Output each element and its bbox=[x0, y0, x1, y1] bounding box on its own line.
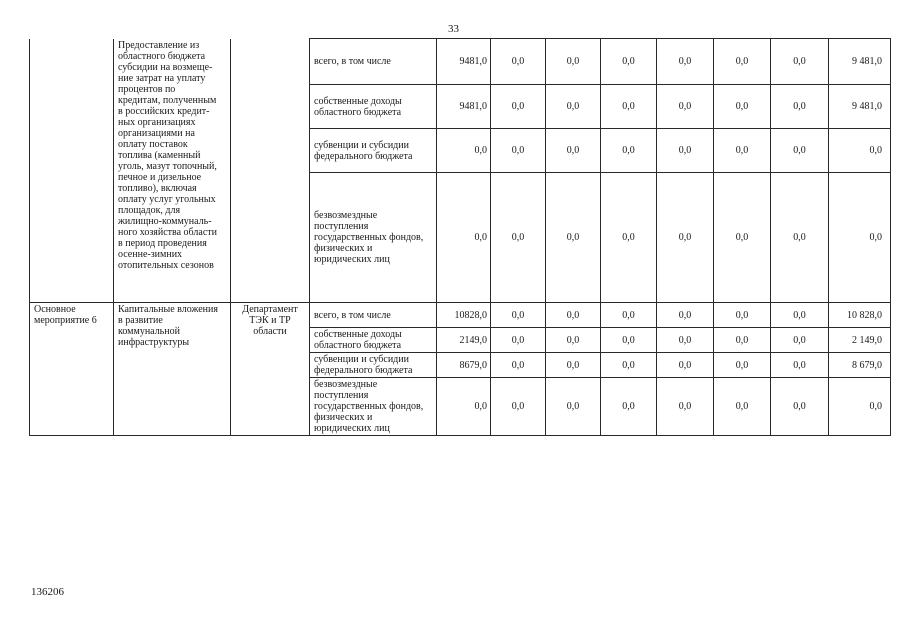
value-cell: 0,0 bbox=[714, 303, 771, 328]
value-cell: 0,0 bbox=[771, 129, 829, 173]
total-value-cell: 9 481,0 bbox=[829, 85, 891, 129]
funding-source-label: собственные доходы областного бюджета bbox=[314, 329, 402, 351]
value-cell: 0,0 bbox=[714, 378, 771, 436]
measure-name-cell bbox=[30, 303, 114, 436]
value-cell: 0,0 bbox=[546, 39, 601, 85]
funding-source-cell bbox=[310, 353, 437, 378]
document-code: 136206 bbox=[31, 586, 64, 598]
value-cell: 0,0 bbox=[437, 173, 491, 303]
value-cell: 0,0 bbox=[714, 173, 771, 303]
value-cell: 0,0 bbox=[601, 85, 657, 129]
value-cell: 0,0 bbox=[491, 303, 546, 328]
value-cell: 0,0 bbox=[714, 353, 771, 378]
funding-source-cell bbox=[310, 173, 437, 303]
value-cell: 8679,0 bbox=[437, 353, 491, 378]
value-cell: 0,0 bbox=[657, 85, 714, 129]
total-value-cell: 10 828,0 bbox=[829, 303, 891, 328]
measure-description-cell bbox=[114, 39, 231, 303]
funding-source-label: безвозмездные поступления государственных фондов, физических и юридических лиц bbox=[314, 210, 424, 265]
measure-name-cell bbox=[30, 39, 114, 303]
total-value-cell: 0,0 bbox=[829, 129, 891, 173]
value-cell: 0,0 bbox=[491, 378, 546, 436]
funding-source-cell bbox=[310, 378, 437, 436]
measure-description-cell-text: Капитальные вложения в развитие коммунальной инфраструктуры bbox=[118, 304, 218, 348]
value-cell: 0,0 bbox=[491, 39, 546, 85]
funding-source-cell bbox=[310, 39, 437, 85]
budget-table bbox=[29, 38, 891, 436]
value-cell: 0,0 bbox=[546, 378, 601, 436]
value-cell: 0,0 bbox=[546, 353, 601, 378]
funding-source-label: всего, в том числе bbox=[314, 56, 391, 67]
value-cell: 0,0 bbox=[546, 173, 601, 303]
value-cell: 9481,0 bbox=[437, 39, 491, 85]
value-cell: 0,0 bbox=[714, 328, 771, 353]
funding-source-label: субвенции и субсидии федерального бюджета bbox=[314, 139, 413, 162]
value-cell: 0,0 bbox=[437, 378, 491, 436]
value-cell: 9481,0 bbox=[437, 85, 491, 129]
value-cell: 0,0 bbox=[657, 303, 714, 328]
value-cell: 0,0 bbox=[714, 39, 771, 85]
value-cell: 0,0 bbox=[771, 328, 829, 353]
value-cell: 0,0 bbox=[491, 173, 546, 303]
table-row bbox=[30, 39, 891, 85]
value-cell: 0,0 bbox=[546, 129, 601, 173]
value-cell: 0,0 bbox=[657, 39, 714, 85]
executor-cell-text: Департамент ТЭК и ТР области bbox=[242, 304, 298, 337]
value-cell: 0,0 bbox=[601, 129, 657, 173]
total-value-cell: 2 149,0 bbox=[829, 328, 891, 353]
funding-source-cell bbox=[310, 328, 437, 353]
value-cell: 0,0 bbox=[714, 85, 771, 129]
value-cell: 0,0 bbox=[771, 353, 829, 378]
funding-source-label: субвенции и субсидии федерального бюджета bbox=[314, 354, 413, 376]
value-cell: 0,0 bbox=[771, 173, 829, 303]
funding-source-cell bbox=[310, 303, 437, 328]
value-cell: 0,0 bbox=[771, 303, 829, 328]
value-cell: 0,0 bbox=[657, 353, 714, 378]
measure-description-cell-text: Предоставление из областного бюджета субсидии на возмеще- ние затрат на уплату процентов по кредитам, полученным в российских кредит- ных организациях организациями на оплату поставок топлива (каменный уголь, мазут топочный, печное и дизельное топливо), включая оплату услуг угольных площадок, для жилищно-коммуналь- ного хозяйства области в период проведения осенне-зимних отопительных сезонов bbox=[118, 39, 217, 271]
value-cell: 0,0 bbox=[657, 129, 714, 173]
value-cell: 0,0 bbox=[771, 85, 829, 129]
measure-description-cell bbox=[114, 303, 231, 436]
value-cell: 0,0 bbox=[601, 173, 657, 303]
total-value-cell: 8 679,0 bbox=[829, 353, 891, 378]
value-cell: 0,0 bbox=[771, 39, 829, 85]
value-cell: 0,0 bbox=[491, 353, 546, 378]
funding-source-label: безвозмездные поступления государственных фондов, физических и юридических лиц bbox=[314, 379, 424, 434]
value-cell: 10828,0 bbox=[437, 303, 491, 328]
value-cell: 0,0 bbox=[657, 378, 714, 436]
value-cell: 0,0 bbox=[771, 378, 829, 436]
table-row bbox=[30, 303, 891, 328]
value-cell: 0,0 bbox=[491, 129, 546, 173]
value-cell: 0,0 bbox=[714, 129, 771, 173]
page-number: 33 bbox=[448, 23, 459, 35]
funding-source-cell bbox=[310, 129, 437, 173]
total-value-cell: 9 481,0 bbox=[829, 39, 891, 85]
value-cell: 0,0 bbox=[437, 129, 491, 173]
value-cell: 0,0 bbox=[491, 328, 546, 353]
budget-table-wrap bbox=[29, 38, 891, 436]
value-cell: 0,0 bbox=[601, 39, 657, 85]
value-cell: 0,0 bbox=[546, 328, 601, 353]
value-cell: 0,0 bbox=[546, 303, 601, 328]
value-cell: 0,0 bbox=[657, 328, 714, 353]
value-cell: 0,0 bbox=[601, 303, 657, 328]
executor-cell bbox=[231, 39, 310, 303]
value-cell: 0,0 bbox=[601, 328, 657, 353]
budget-table-body bbox=[30, 39, 891, 436]
value-cell: 0,0 bbox=[657, 173, 714, 303]
value-cell: 2149,0 bbox=[437, 328, 491, 353]
funding-source-label: всего, в том числе bbox=[314, 309, 391, 321]
total-value-cell: 0,0 bbox=[829, 378, 891, 436]
value-cell: 0,0 bbox=[601, 378, 657, 436]
funding-source-label: собственные доходы областного бюджета bbox=[314, 95, 402, 118]
value-cell: 0,0 bbox=[491, 85, 546, 129]
total-value-cell: 0,0 bbox=[829, 173, 891, 303]
value-cell: 0,0 bbox=[546, 85, 601, 129]
measure-name-cell-text: Основное мероприятие 6 bbox=[34, 304, 97, 326]
value-cell: 0,0 bbox=[601, 353, 657, 378]
funding-source-cell bbox=[310, 85, 437, 129]
executor-cell bbox=[231, 303, 310, 436]
